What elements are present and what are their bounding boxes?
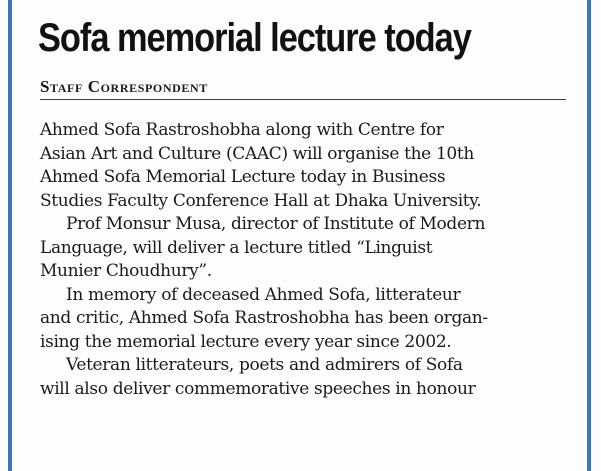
body-line: Ahmed Sofa Memorial Lecture today in Business [40,167,446,187]
body-line: Prof Monsur Musa, director of Institute of Modern [66,214,486,234]
body-line: Ahmed Sofa Rastroshobha along with Centre for [40,120,444,140]
body-line: ising the memorial lecture every year since 2002. [40,331,452,352]
body-line: Veteran litterateurs, poets and admirers of Sofa [66,355,463,375]
body-line: Asian Art and Culture (CAAC) will organise the 10th [40,143,474,164]
body-line: In memory of deceased Ahmed Sofa, litterateur [66,284,461,305]
right-border-rule [587,0,591,471]
body-line: Munier Choudhury”. [40,261,212,281]
body-line: Language, will deliver a lecture titled “Linguist [40,237,433,258]
byline-divider [40,99,566,100]
byline: Staff Correspondent [40,77,208,96]
left-border-rule [8,0,12,471]
article-body [40,119,580,401]
body-line: and critic, Ahmed Sofa Rastroshobha has been organ- [40,308,488,328]
headline: Sofa memorial lecture today [38,16,471,60]
body-line: will also deliver commemorative speeches in honour [40,378,476,399]
body-line: Studies Faculty Conference Hall at Dhaka University. [40,190,482,211]
